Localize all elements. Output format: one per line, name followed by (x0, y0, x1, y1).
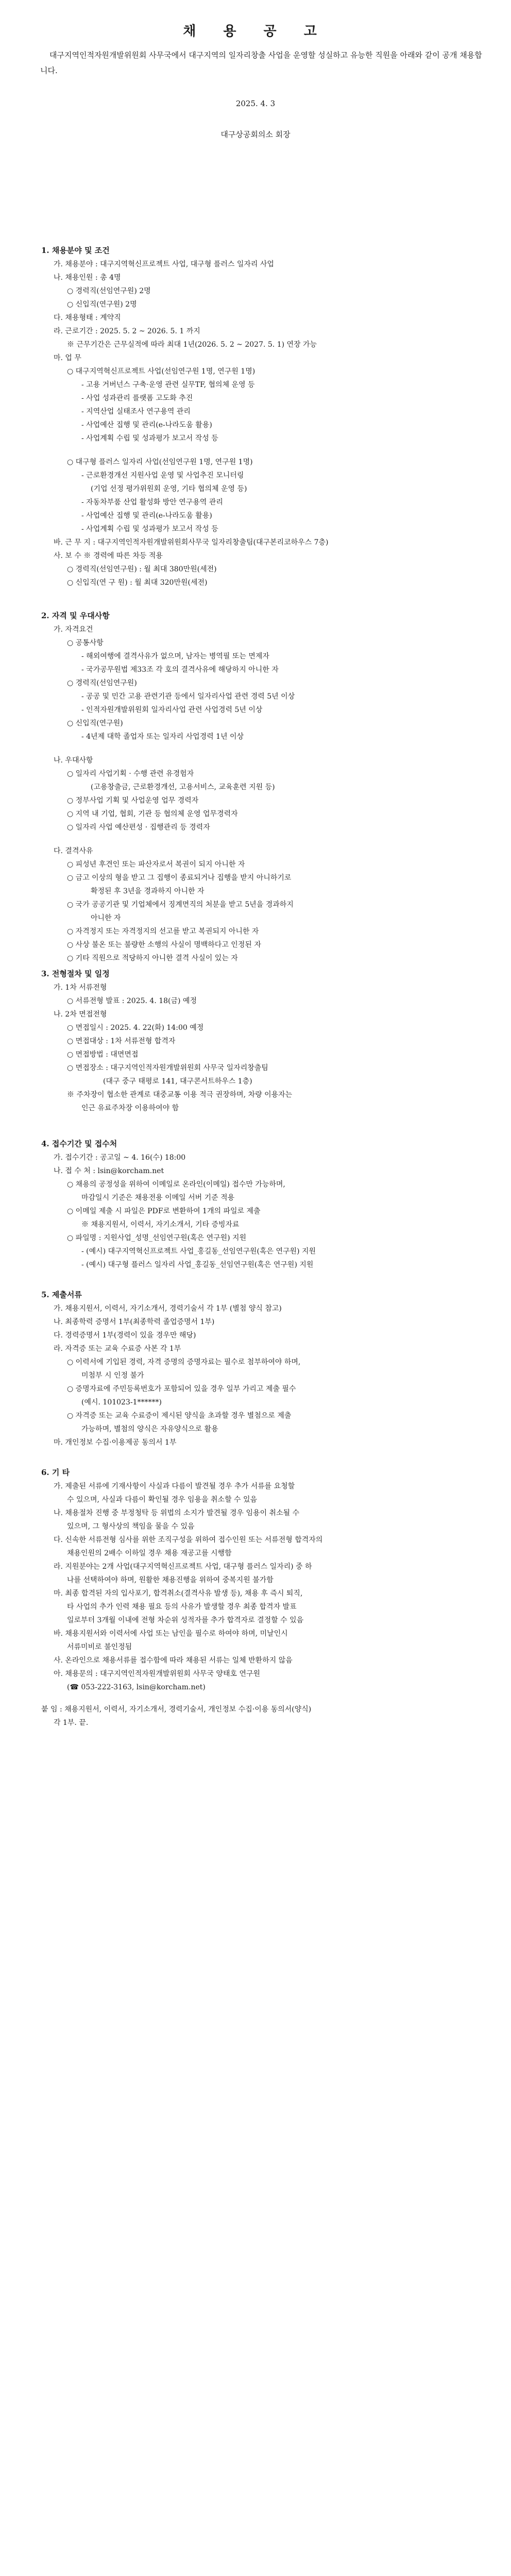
bullet-item: ○ 이력서에 기입된 경력, 자격 증명의 증명자료는 필수로 첨부하여야 하며, (67, 1358, 301, 1366)
dash-item: - (예시) 대구형 플러스 일자리 사업_홍길동_선임연구원(혹은 연구원) 지원 (81, 1261, 314, 1269)
note-item: ※ 주차장이 협소한 관계로 대중교통 이용 적극 권장하며, 차량 이용자는 (67, 1091, 293, 1099)
section-item: 가. 접수기간 : 공고일 ~ 4. 16(수) 18:00 (54, 1154, 186, 1162)
section-heading: 3. 전형절차 및 일정 (41, 969, 110, 978)
issuer-name: 대구상공회의소 회장 (220, 130, 291, 139)
section-item: 마. 최종 합격된 자의 입사포기, 합격취소(결격사유 발생 등), 채용 후 즉시 퇴직, (54, 1589, 303, 1598)
bullet-item: ○ 기타 직원으로 적당하지 아니한 결격 사실이 있는 자 (67, 954, 238, 962)
dash-item: - 4년제 대학 졸업자 또는 일자리 사업경력 1년 이상 (81, 733, 244, 741)
section-item: 나. 최종학력 증명서 1부(최종학력 졸업증명서 1부) (54, 1318, 215, 1326)
bullet-item: ○ 일자리 사업 예산편성 · 집행관리 등 경력자 (67, 823, 210, 832)
dash-item: - 해외여행에 결격사유가 없으며, 남자는 병역필 또는 면제자 (81, 652, 269, 660)
continuation-line: 서류미비로 불인정됨 (67, 1643, 132, 1651)
dash-item: - 공공 및 민간 고용 관련기관 등에서 일자리사업 관련 경력 5년 이상 (81, 692, 295, 701)
dash-item: - 인적자원개발위원회 일자리사업 관련 사업경력 5년 이상 (81, 706, 263, 714)
section-item: 라. 근로기간 : 2025. 5. 2 ~ 2026. 5. 1 까지 (54, 327, 200, 335)
continuation-line: (예시. 101023-1******) (81, 1398, 162, 1406)
section-item: 가. 1차 서류전형 (54, 984, 107, 992)
bullet-item: ○ 파일명 : 지원사업_성명_선임연구원(혹은 연구원) 지원 (67, 1234, 247, 1242)
section-heading: 4. 접수기간 및 접수처 (41, 1139, 117, 1148)
section-item: 바. 채용지원서와 이력서에 사업 또는 남인을 필수로 하여야 하며, 미날인시 (54, 1630, 288, 1638)
bullet-item: ○ 면접방법 : 대면면접 (67, 1050, 139, 1059)
section-item: 다. 신속한 서류전형 심사를 위한 조직구성을 위하여 접수인원 또는 서류전형 합격자의 (54, 1536, 323, 1544)
bullet-item: ○ 면접일시 : 2025. 4. 22(화) 14:00 예정 (67, 1024, 204, 1032)
continuation-line: 일로부터 3개월 이내에 전형 차순위 성적자를 추가 합격자로 결정할 수 있음 (67, 1616, 304, 1624)
notice-date: 2025. 4. 3 (235, 99, 276, 108)
section-item: 나. 채용절차 진행 중 부정청탁 등 위법의 소지가 발견될 경우 임용이 취소될 수 (54, 1509, 300, 1517)
dash-item: - 사업 성과관리 플랫폼 고도화 추진 (81, 394, 193, 402)
bullet-item: ○ 공통사항 (67, 639, 104, 647)
continuation-line: 수 있으며, 사실과 다름이 확인될 경우 임용을 취소할 수 있음 (67, 1496, 258, 1504)
bullet-item: ○ 신입직(연구원) 2명 (67, 300, 137, 309)
section-item: 마. 개인정보 수집·이용제공 동의서 1부 (54, 1438, 177, 1447)
bullet-item: ○ 국가 공공기관 및 기업체에서 징계면직의 처분을 받고 5년을 경과하지 (67, 901, 294, 909)
continuation-line: (대구 중구 태평로 141, 대구콘서트하우스 1층) (103, 1077, 252, 1086)
bullet-item: ○ 경력직(선임연구원) 2명 (67, 287, 151, 295)
contact-info: (☎ 053-222-3163, lsin@korcham.net) (67, 1683, 206, 1691)
continuation-line: 나를 선택하여야 하며, 원활한 채용진행을 위하여 중복지원 불가함 (67, 1576, 274, 1584)
continuation-line: 마감일시 기준은 채용전용 이메일 서버 기준 적용 (81, 1194, 235, 1202)
bullet-item: ○ 증명자료에 주민등록번호가 포함되어 있을 경우 일부 가리고 제출 필수 (67, 1385, 296, 1393)
bullet-item: ○ 신입직(연 구 원) : 월 최대 320만원(세전) (67, 579, 208, 587)
section-item: 나. 채용인원 : 총 4명 (54, 274, 121, 282)
dash-item: - 자동차부품 산업 활성화 방안 연구용역 관리 (81, 498, 223, 506)
dash-item: - 사업계획 수립 및 성과평가 보고서 작성 등 (81, 434, 218, 443)
bullet-item: ○ 지역 내 기업, 협회, 기관 등 협의체 운영 업무경력자 (67, 810, 238, 818)
bullet-item: ○ 채용의 공정성을 위하여 이메일로 온라인(이메일) 접수만 가능하며, (67, 1180, 285, 1189)
bullet-item: ○ 대구형 플러스 일자리 사업(선임연구원 1명, 연구원 1명) (67, 458, 253, 466)
section-heading: 2. 자격 및 우대사항 (41, 611, 110, 620)
bullet-item: ○ 경력직(선임연구원) (67, 679, 137, 687)
section-item: 마. 업 무 (54, 354, 81, 362)
dash-item: - 사업예산 집행 및 관리(e-나라도움 활용) (81, 421, 212, 429)
bullet-item: ○ 정부사업 기획 및 사업운영 업무 경력자 (67, 796, 199, 805)
dash-item: - 사업예산 집행 및 관리(e-나라도움 활용) (81, 512, 212, 520)
bullet-item: ○ 금고 이상의 형을 받고 그 집행이 종료되거나 집행을 받지 아니하기로 (67, 874, 292, 882)
dash-item: - 사업계획 수립 및 성과평가 보고서 작성 등 (81, 525, 218, 533)
page-title: 채 용 공 고 (183, 24, 328, 39)
continuation-line: (고용창출금, 근로환경개선, 고용서비스, 교육훈련 지원 등) (91, 783, 275, 791)
bullet-item: ○ 면접대상 : 1차 서류전형 합격자 (67, 1037, 176, 1045)
section-item: 다. 채용형태 : 계약직 (54, 314, 121, 322)
continuation-line: 있으며, 그 형사상의 책임을 물을 수 있음 (67, 1522, 195, 1531)
section-item: 가. 채용분야 : 대구지역혁신프로젝트 사업, 대구형 플러스 일자리 사업 (54, 260, 274, 268)
dash-item: - 근로환경개선 지원사업 운영 및 사업추진 모니터링 (81, 471, 244, 480)
bullet-item: ○ 경력직(선임연구원) : 월 최대 380만원(세전) (67, 565, 217, 573)
bullet-item: ○ 사상 불온 또는 불량한 소행의 사실이 명백하다고 인정된 자 (67, 941, 261, 949)
continuation-line: 인근 유료주차장 이용하여야 함 (81, 1104, 179, 1112)
section-item: 가. 채용지원서, 이력서, 자기소개서, 경력기술서 각 1부 (별첨 양식 참고) (54, 1304, 282, 1313)
section-item: 아. 채용문의 : 대구지역인적자원개발위원회 사무국 양태호 연구원 (54, 1670, 261, 1678)
note-item: ※ 근무기간은 근무실적에 따라 최대 1년(2026. 5. 2 ~ 2027. 5. 1) 연장 가능 (67, 341, 317, 349)
bullet-item: ○ 면접장소 : 대구지역인적자원개발위원회 사무국 일자리창출팀 (67, 1064, 268, 1072)
section-item: 다. 경력증명서 1부(경력이 있을 경우만 해당) (54, 1331, 196, 1340)
section-item: 사. 보 수 ※ 경력에 따른 차등 적용 (54, 552, 163, 560)
continuation-line: 타 사업의 추가 인력 채용 필요 등의 사유가 발생할 경우 최종 합격자 발표 (67, 1603, 297, 1611)
dash-item: - (예시) 대구지역혁신프로젝트 사업_홍길동_선임연구원(혹은 연구원) 지원 (81, 1247, 316, 1256)
intro-paragraph: 대구지역인적자원개발위원회 사무국에서 대구지역의 일자리창출 사업을 운영할 성실하고 유능한 직원을 아래와 같이 공개 채용합니다. (40, 50, 482, 75)
section-item: 라. 지원분야는 2개 사업(대구지역혁신프로젝트 사업, 대구형 플러스 일자리) 중 하 (54, 1563, 312, 1571)
section-heading: 5. 제출서류 (41, 1290, 82, 1299)
dash-item: - 고용 거버넌스 구축·운영 관련 실무TF, 협의체 운영 등 (81, 381, 255, 389)
bullet-item: ○ 서류전형 발표 : 2025. 4. 18(금) 예정 (67, 997, 197, 1005)
continuation-line: 가능하며, 별첨의 양식은 자유양식으로 활용 (81, 1425, 218, 1433)
section-item: 나. 2차 면접전형 (54, 1010, 107, 1019)
continuation-line: 확정된 후 3년을 경과하지 아니한 자 (91, 887, 205, 895)
section-item: 사. 온라인으로 채용서류를 접수함에 따라 채용된 서류는 일체 반환하지 않음 (54, 1656, 293, 1665)
section-item: 가. 자격요건 (54, 625, 93, 634)
section-item: 가. 제출된 서류에 기재사항이 사실과 다름이 발견될 경우 추가 서류를 요청할 (54, 1482, 295, 1490)
continuation-line: 미첨부 시 인정 불가 (81, 1371, 144, 1380)
bullet-item: ○ 피성년 후견인 또는 파산자로서 복권이 되지 아니한 자 (67, 860, 245, 869)
bullet-item: ○ 일자리 사업기획 · 수행 관련 유경험자 (67, 770, 194, 778)
continuation-line: (기업 선정 평가위원회 운영, 기타 협의체 운영 등) (91, 485, 247, 493)
dash-item: - 지역산업 실태조사 연구용역 관리 (81, 408, 191, 416)
attachment-line: 붙 임 : 채용지원서, 이력서, 자기소개서, 경력기술서, 개인정보 수집·이용 동의서(양식) (41, 1705, 312, 1714)
continuation-line: 채용인원의 2배수 이하일 경우 채용 재공고를 시행함 (67, 1549, 232, 1557)
bullet-item: ○ 대구지역혁신프로젝트 사업(선임연구원 1명, 연구원 1명) (67, 367, 256, 376)
section-item: 나. 우대사항 (54, 756, 93, 765)
section-item: 라. 자격증 또는 교육 수료증 사본 각 1부 (54, 1345, 181, 1353)
continuation-line: 아니한 자 (91, 914, 121, 922)
section-item: 다. 결격사유 (54, 847, 93, 855)
section-item: 나. 접 수 처 : lsin@korcham.net (54, 1167, 164, 1175)
bullet-item: ○ 자격정지 또는 자격정지의 선고를 받고 복권되지 아니한 자 (67, 927, 259, 936)
bullet-item: ○ 이메일 제출 시 파일은 PDF로 변환하여 1개의 파일로 제출 (67, 1207, 261, 1215)
bullet-item: ○ 자격증 또는 교육 수료증이 제시된 양식을 초과할 경우 별첨으로 제출 (67, 1412, 292, 1420)
dash-item: - 국가공무원법 제33조 각 호의 결격사유에 해당하지 아니한 자 (81, 666, 279, 674)
bullet-item: ○ 신입직(연구원) (67, 719, 123, 727)
section-heading: 6. 기 타 (41, 1468, 70, 1477)
section-item: 바. 근 무 지 : 대구지역인적자원개발위원회사무국 일자리창출팀(대구본리코하우스 7층) (54, 538, 329, 547)
note-item: ※ 채용지원서, 이력서, 자기소개서, 기타 증빙자료 (81, 1221, 240, 1229)
section-heading: 1. 채용분야 및 조건 (41, 246, 110, 255)
attachment-line: 각 1부. 끝. (54, 1719, 89, 1727)
